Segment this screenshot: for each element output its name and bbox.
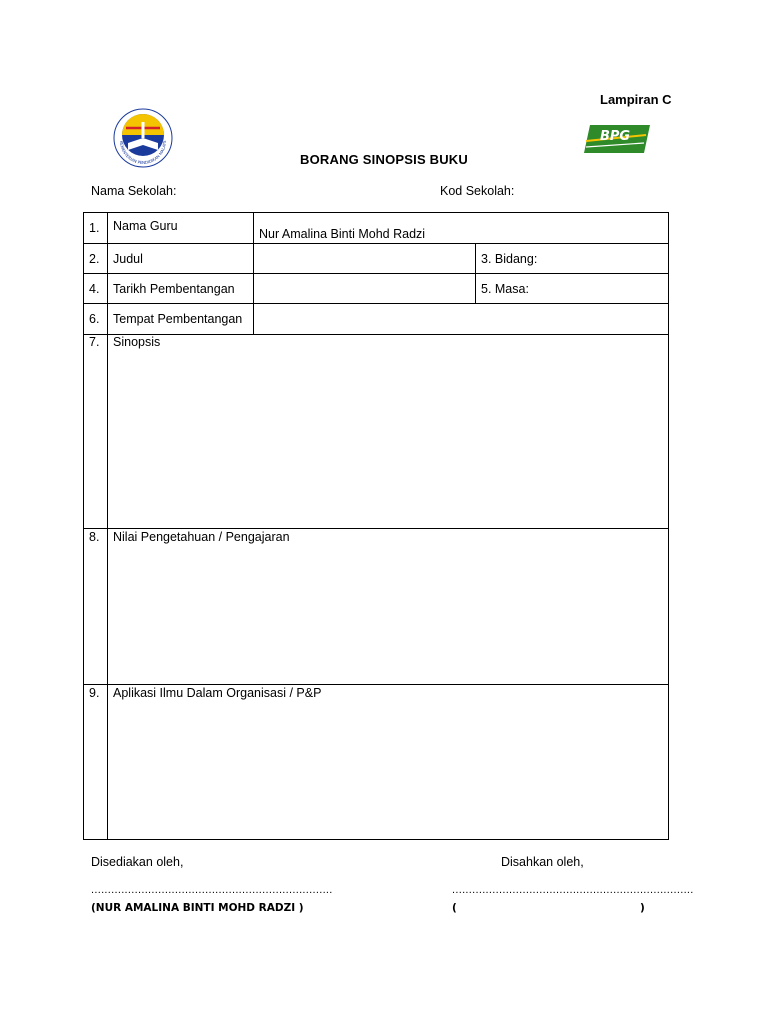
knowledge-value-area[interactable] [108, 529, 669, 685]
field-area-label[interactable]: 3. Bidang: [476, 244, 669, 274]
approved-signature-line[interactable]: ........................................................................ [452, 884, 694, 896]
presentation-date-field[interactable] [254, 274, 476, 304]
row-title [84, 244, 669, 274]
prepared-by-name: (NUR AMALINA BINTI MOHD RADZI ) [91, 902, 304, 914]
row-number: 4. [84, 274, 108, 304]
row-number: 2. [84, 244, 108, 274]
svg-text:KEMENTERIAN PENDIDIKAN MALAYSI: KEMENTERIAN PENDIDIKAN MALAYS [118, 140, 168, 166]
synopsis-label: Sinopsis [113, 335, 161, 349]
knowledge-value-label: Nilai Pengetahuan / Pengajaran [113, 530, 290, 544]
svg-text:BPG: BPG [600, 129, 631, 144]
approved-by-label: Disahkan oleh, [501, 855, 584, 869]
title-field[interactable] [254, 244, 476, 274]
row-number: 7. [84, 335, 108, 529]
title-label: Judul [108, 244, 254, 274]
teacher-name-label: Nama Guru [108, 213, 254, 244]
row-teacher-name [84, 213, 669, 244]
row-presentation-date [84, 274, 669, 304]
row-number: 8. [84, 529, 108, 685]
presentation-date-label: Tarikh Pembentangan [108, 274, 254, 304]
approved-name-close-paren: ) [640, 902, 645, 914]
prepared-signature-line[interactable]: ........................................................................ [91, 884, 333, 896]
presentation-venue-label: Tempat Pembentangan [108, 304, 254, 335]
teacher-name-value[interactable]: Nur Amalina Binti Mohd Radzi [254, 213, 669, 244]
form-title: BORANG SINOPSIS BUKU [300, 152, 468, 167]
row-presentation-venue [84, 304, 669, 335]
knowledge-application-area[interactable] [108, 685, 669, 840]
school-name-label: Nama Sekolah: [91, 184, 177, 198]
school-code-label: Kod Sekolah: [440, 184, 515, 198]
row-knowledge-value [84, 529, 669, 685]
approved-name-open-paren: ( [452, 902, 457, 914]
row-number: 6. [84, 304, 108, 335]
row-number: 9. [84, 685, 108, 840]
synopsis-area[interactable] [108, 335, 669, 529]
row-knowledge-application [84, 685, 669, 840]
presentation-venue-field[interactable] [254, 304, 669, 335]
prepared-by-label: Disediakan oleh, [91, 855, 184, 869]
attachment-label: Lampiran C [600, 92, 672, 107]
synopsis-form-table [83, 212, 669, 840]
time-label[interactable]: 5. Masa: [476, 274, 669, 304]
row-synopsis [84, 335, 669, 529]
knowledge-application-label: Aplikasi Ilmu Dalam Organisasi / P&P [113, 686, 322, 700]
row-number: 1. [84, 213, 108, 244]
